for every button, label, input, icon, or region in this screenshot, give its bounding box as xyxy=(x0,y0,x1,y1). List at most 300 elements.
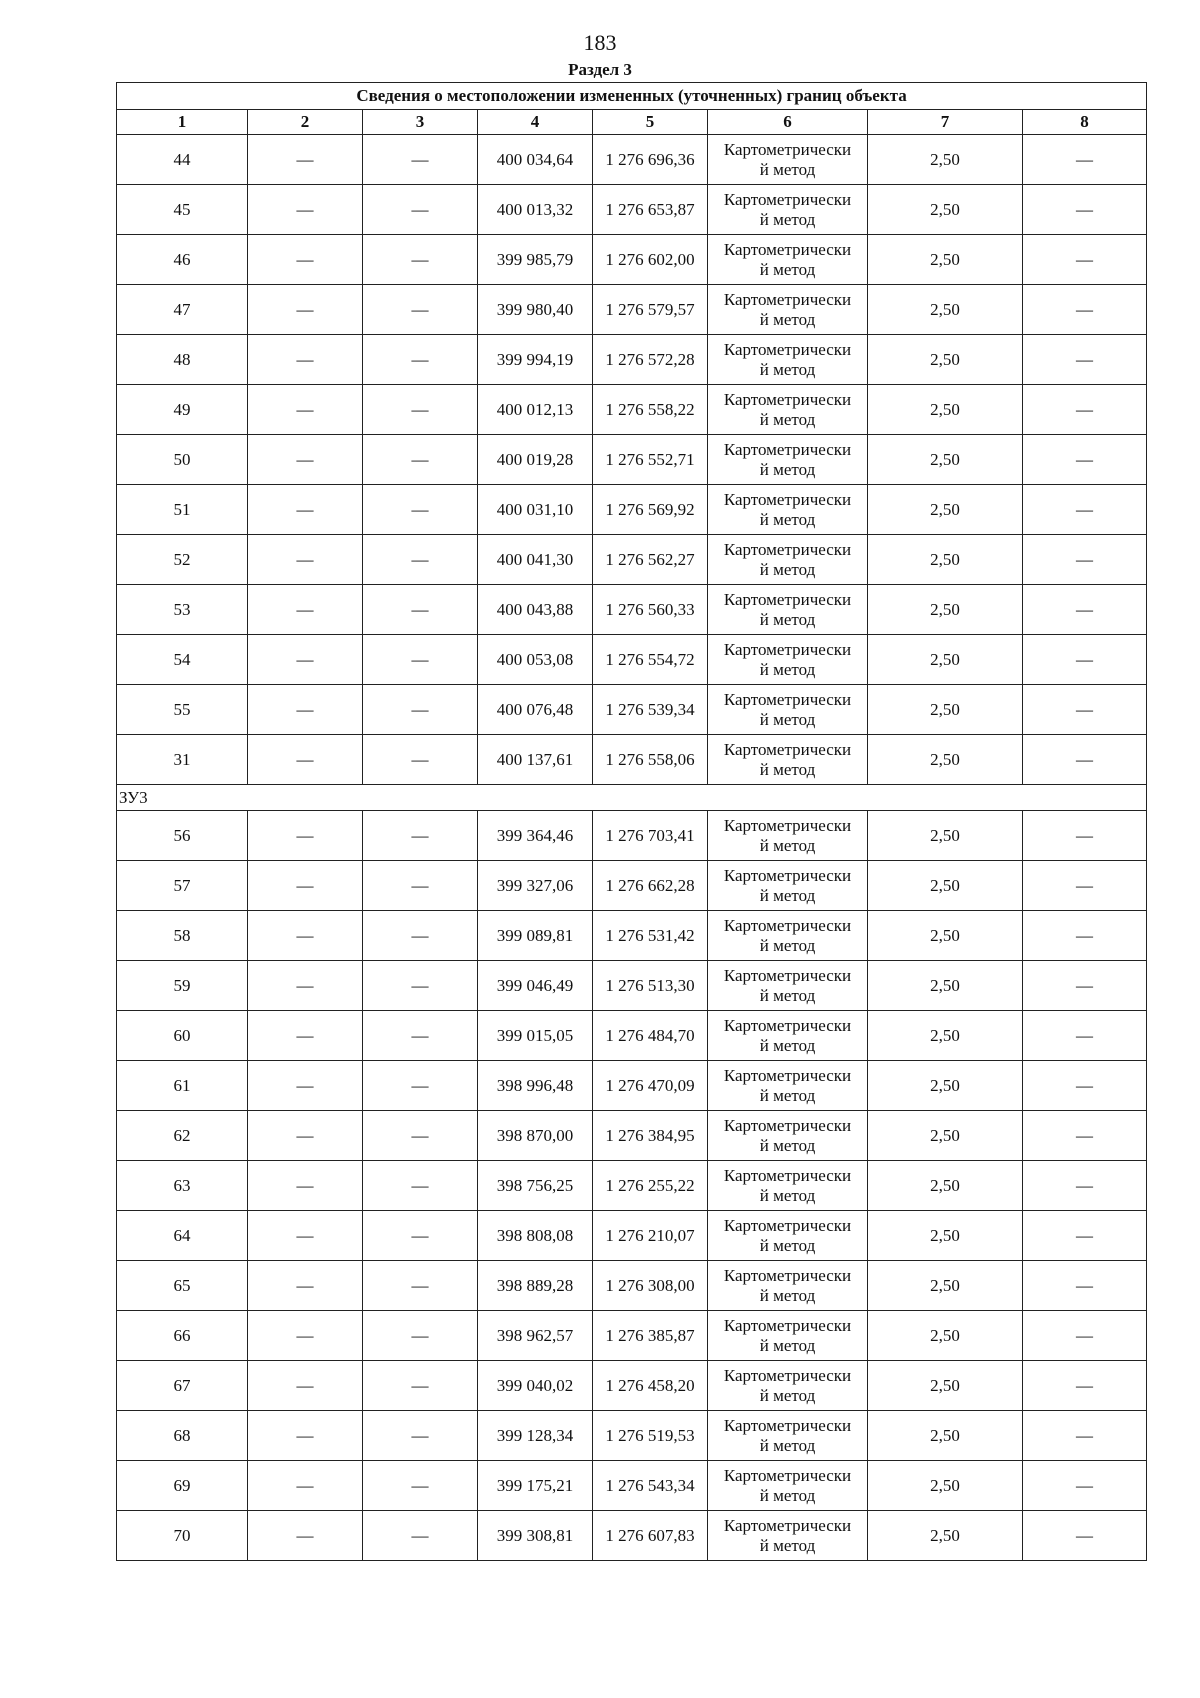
method-line-2: й метод xyxy=(759,1235,816,1255)
x-coordinate-cell: 399 994,19 xyxy=(478,335,593,385)
accuracy-cell: 2,50 xyxy=(868,1311,1023,1361)
method-line-2: й метод xyxy=(759,1335,816,1355)
point-number-cell: 62 xyxy=(117,1111,248,1161)
point-number-cell: 65 xyxy=(117,1261,248,1311)
column-number-8: 8 xyxy=(1023,110,1147,135)
point-number-cell: 49 xyxy=(117,385,248,435)
x-coordinate-cell: 398 962,57 xyxy=(478,1311,593,1361)
empty-dash-cell: — xyxy=(1023,1311,1147,1361)
accuracy-cell: 2,50 xyxy=(868,1511,1023,1561)
y-coordinate-cell: 1 276 558,06 xyxy=(593,735,708,785)
method-cell xyxy=(708,1411,868,1461)
point-number-cell: 58 xyxy=(117,911,248,961)
x-coordinate-cell: 399 128,34 xyxy=(478,1411,593,1461)
method-cell xyxy=(708,735,868,785)
x-coordinate-cell: 400 031,10 xyxy=(478,485,593,535)
column-number-7: 7 xyxy=(868,110,1023,135)
method-line-2: й метод xyxy=(759,159,816,179)
y-coordinate-cell: 1 276 484,70 xyxy=(593,1011,708,1061)
method-line-1: Картометрически xyxy=(723,589,852,609)
point-number-cell: 69 xyxy=(117,1461,248,1511)
method-cell xyxy=(708,435,868,485)
empty-dash-cell: — xyxy=(363,235,478,285)
method-line-1: Картометрически xyxy=(723,1315,852,1335)
method-line-1: Картометрически xyxy=(723,1115,852,1135)
table-row xyxy=(117,811,1147,861)
accuracy-cell: 2,50 xyxy=(868,735,1023,785)
table-row xyxy=(117,961,1147,1011)
method-line-1: Картометрически xyxy=(723,439,852,459)
method-cell xyxy=(708,1361,868,1411)
table-row xyxy=(117,911,1147,961)
x-coordinate-cell: 399 015,05 xyxy=(478,1011,593,1061)
method-line-1: Картометрически xyxy=(723,1365,852,1385)
table-row xyxy=(117,1161,1147,1211)
empty-dash-cell: — xyxy=(363,861,478,911)
x-coordinate-cell: 400 043,88 xyxy=(478,585,593,635)
empty-dash-cell: — xyxy=(248,535,363,585)
point-number-cell: 68 xyxy=(117,1411,248,1461)
empty-dash-cell: — xyxy=(1023,185,1147,235)
accuracy-cell: 2,50 xyxy=(868,385,1023,435)
accuracy-cell: 2,50 xyxy=(868,335,1023,385)
x-coordinate-cell: 400 041,30 xyxy=(478,535,593,585)
empty-dash-cell: — xyxy=(248,1511,363,1561)
method-line-2: й метод xyxy=(759,359,816,379)
method-line-1: Картометрически xyxy=(723,189,852,209)
method-line-1: Картометрически xyxy=(723,1465,852,1485)
point-number-cell: 44 xyxy=(117,135,248,185)
group-label: ЗУ3 xyxy=(117,785,1147,811)
empty-dash-cell: — xyxy=(1023,911,1147,961)
table-row xyxy=(117,585,1147,635)
empty-dash-cell: — xyxy=(248,811,363,861)
method-line-1: Картометрически xyxy=(723,389,852,409)
method-line-1: Картометрически xyxy=(723,1015,852,1035)
method-cell xyxy=(708,385,868,435)
method-line-1: Картометрически xyxy=(723,539,852,559)
empty-dash-cell: — xyxy=(248,235,363,285)
empty-dash-cell: — xyxy=(363,285,478,335)
empty-dash-cell: — xyxy=(1023,1361,1147,1411)
method-cell xyxy=(708,1111,868,1161)
y-coordinate-cell: 1 276 385,87 xyxy=(593,1311,708,1361)
empty-dash-cell: — xyxy=(363,535,478,585)
method-line-2: й метод xyxy=(759,559,816,579)
table-row xyxy=(117,1211,1147,1261)
point-number-cell: 45 xyxy=(117,185,248,235)
method-line-2: й метод xyxy=(759,459,816,479)
accuracy-cell: 2,50 xyxy=(868,435,1023,485)
method-line-1: Картометрически xyxy=(723,1265,852,1285)
empty-dash-cell: — xyxy=(248,1161,363,1211)
empty-dash-cell: — xyxy=(363,1161,478,1211)
empty-dash-cell: — xyxy=(363,335,478,385)
method-cell xyxy=(708,185,868,235)
x-coordinate-cell: 399 089,81 xyxy=(478,911,593,961)
method-line-1: Картометрически xyxy=(723,1215,852,1235)
empty-dash-cell: — xyxy=(1023,335,1147,385)
method-cell xyxy=(708,911,868,961)
accuracy-cell: 2,50 xyxy=(868,585,1023,635)
empty-dash-cell: — xyxy=(248,1061,363,1111)
empty-dash-cell: — xyxy=(1023,585,1147,635)
x-coordinate-cell: 399 308,81 xyxy=(478,1511,593,1561)
y-coordinate-cell: 1 276 696,36 xyxy=(593,135,708,185)
point-number-cell: 54 xyxy=(117,635,248,685)
x-coordinate-cell: 399 980,40 xyxy=(478,285,593,335)
x-coordinate-cell: 399 985,79 xyxy=(478,235,593,285)
method-line-1: Картометрически xyxy=(723,139,852,159)
empty-dash-cell: — xyxy=(363,1311,478,1361)
y-coordinate-cell: 1 276 531,42 xyxy=(593,911,708,961)
table-row xyxy=(117,1311,1147,1361)
x-coordinate-cell: 399 040,02 xyxy=(478,1361,593,1411)
method-line-2: й метод xyxy=(759,935,816,955)
method-cell xyxy=(708,685,868,735)
point-number-cell: 57 xyxy=(117,861,248,911)
boundary-coordinates-table xyxy=(116,82,1147,1561)
method-line-1: Картометрически xyxy=(723,639,852,659)
method-cell xyxy=(708,635,868,685)
y-coordinate-cell: 1 276 458,20 xyxy=(593,1361,708,1411)
empty-dash-cell: — xyxy=(363,911,478,961)
empty-dash-cell: — xyxy=(363,635,478,685)
method-line-2: й метод xyxy=(759,409,816,429)
method-cell xyxy=(708,1161,868,1211)
point-number-cell: 63 xyxy=(117,1161,248,1211)
empty-dash-cell: — xyxy=(363,135,478,185)
method-line-2: й метод xyxy=(759,659,816,679)
x-coordinate-cell: 400 053,08 xyxy=(478,635,593,685)
method-cell xyxy=(708,135,868,185)
method-line-1: Картометрически xyxy=(723,689,852,709)
y-coordinate-cell: 1 276 519,53 xyxy=(593,1411,708,1461)
empty-dash-cell: — xyxy=(1023,385,1147,435)
column-number-row xyxy=(117,110,1147,135)
method-line-2: й метод xyxy=(759,509,816,529)
method-line-2: й метод xyxy=(759,1535,816,1555)
empty-dash-cell: — xyxy=(248,585,363,635)
method-line-1: Картометрически xyxy=(723,239,852,259)
accuracy-cell: 2,50 xyxy=(868,1361,1023,1411)
empty-dash-cell: — xyxy=(363,811,478,861)
x-coordinate-cell: 400 137,61 xyxy=(478,735,593,785)
empty-dash-cell: — xyxy=(1023,1211,1147,1261)
method-line-2: й метод xyxy=(759,1035,816,1055)
table-row xyxy=(117,535,1147,585)
empty-dash-cell: — xyxy=(363,735,478,785)
empty-dash-cell: — xyxy=(1023,235,1147,285)
accuracy-cell: 2,50 xyxy=(868,485,1023,535)
point-number-cell: 64 xyxy=(117,1211,248,1261)
y-coordinate-cell: 1 276 558,22 xyxy=(593,385,708,435)
empty-dash-cell: — xyxy=(248,1411,363,1461)
empty-dash-cell: — xyxy=(248,1011,363,1061)
empty-dash-cell: — xyxy=(248,735,363,785)
column-number-3: 3 xyxy=(363,110,478,135)
method-line-2: й метод xyxy=(759,1085,816,1105)
empty-dash-cell: — xyxy=(1023,735,1147,785)
method-line-1: Картометрически xyxy=(723,1415,852,1435)
method-line-2: й метод xyxy=(759,609,816,629)
method-cell xyxy=(708,961,868,1011)
accuracy-cell: 2,50 xyxy=(868,685,1023,735)
method-cell xyxy=(708,1311,868,1361)
empty-dash-cell: — xyxy=(248,635,363,685)
method-line-2: й метод xyxy=(759,985,816,1005)
empty-dash-cell: — xyxy=(248,911,363,961)
method-cell xyxy=(708,485,868,535)
accuracy-cell: 2,50 xyxy=(868,235,1023,285)
empty-dash-cell: — xyxy=(1023,135,1147,185)
point-number-cell: 46 xyxy=(117,235,248,285)
accuracy-cell: 2,50 xyxy=(868,1261,1023,1311)
method-line-1: Картометрически xyxy=(723,915,852,935)
method-cell xyxy=(708,1011,868,1061)
table-row xyxy=(117,1261,1147,1311)
y-coordinate-cell: 1 276 513,30 xyxy=(593,961,708,1011)
table-row xyxy=(117,385,1147,435)
empty-dash-cell: — xyxy=(363,1361,478,1411)
accuracy-cell: 2,50 xyxy=(868,961,1023,1011)
method-line-1: Картометрически xyxy=(723,1515,852,1535)
method-line-2: й метод xyxy=(759,1385,816,1405)
accuracy-cell: 2,50 xyxy=(868,1411,1023,1461)
empty-dash-cell: — xyxy=(1023,861,1147,911)
empty-dash-cell: — xyxy=(248,685,363,735)
x-coordinate-cell: 398 996,48 xyxy=(478,1061,593,1111)
y-coordinate-cell: 1 276 470,09 xyxy=(593,1061,708,1111)
page-number: 183 xyxy=(583,30,617,55)
point-number-cell: 59 xyxy=(117,961,248,1011)
method-line-2: й метод xyxy=(759,709,816,729)
y-coordinate-cell: 1 276 543,34 xyxy=(593,1461,708,1511)
empty-dash-cell: — xyxy=(1023,485,1147,535)
empty-dash-cell: — xyxy=(248,1211,363,1261)
method-cell xyxy=(708,285,868,335)
empty-dash-cell: — xyxy=(1023,635,1147,685)
method-line-1: Картометрически xyxy=(723,739,852,759)
empty-dash-cell: — xyxy=(1023,961,1147,1011)
x-coordinate-cell: 398 808,08 xyxy=(478,1211,593,1261)
empty-dash-cell: — xyxy=(1023,1061,1147,1111)
column-number-4: 4 xyxy=(478,110,593,135)
y-coordinate-cell: 1 276 384,95 xyxy=(593,1111,708,1161)
accuracy-cell: 2,50 xyxy=(868,135,1023,185)
point-number-cell: 31 xyxy=(117,735,248,785)
empty-dash-cell: — xyxy=(363,435,478,485)
table-row xyxy=(117,1361,1147,1411)
empty-dash-cell: — xyxy=(248,185,363,235)
empty-dash-cell: — xyxy=(1023,1011,1147,1061)
point-number-cell: 70 xyxy=(117,1511,248,1561)
section-title: Раздел 3 xyxy=(568,60,632,79)
point-number-cell: 66 xyxy=(117,1311,248,1361)
empty-dash-cell: — xyxy=(1023,685,1147,735)
table-row xyxy=(117,135,1147,185)
empty-dash-cell: — xyxy=(248,135,363,185)
empty-dash-cell: — xyxy=(363,1061,478,1111)
accuracy-cell: 2,50 xyxy=(868,911,1023,961)
method-cell xyxy=(708,335,868,385)
y-coordinate-cell: 1 276 308,00 xyxy=(593,1261,708,1311)
empty-dash-cell: — xyxy=(1023,1511,1147,1561)
method-line-2: й метод xyxy=(759,1435,816,1455)
method-line-2: й метод xyxy=(759,309,816,329)
accuracy-cell: 2,50 xyxy=(868,1161,1023,1211)
y-coordinate-cell: 1 276 572,28 xyxy=(593,335,708,385)
table-row xyxy=(117,1511,1147,1561)
empty-dash-cell: — xyxy=(363,1461,478,1511)
method-line-2: й метод xyxy=(759,209,816,229)
column-number-2: 2 xyxy=(248,110,363,135)
x-coordinate-cell: 400 012,13 xyxy=(478,385,593,435)
empty-dash-cell: — xyxy=(1023,811,1147,861)
method-cell xyxy=(708,1461,868,1511)
y-coordinate-cell: 1 276 539,34 xyxy=(593,685,708,735)
accuracy-cell: 2,50 xyxy=(868,811,1023,861)
empty-dash-cell: — xyxy=(248,1261,363,1311)
accuracy-cell: 2,50 xyxy=(868,1461,1023,1511)
x-coordinate-cell: 398 870,00 xyxy=(478,1111,593,1161)
y-coordinate-cell: 1 276 602,00 xyxy=(593,235,708,285)
table-row xyxy=(117,485,1147,535)
accuracy-cell: 2,50 xyxy=(868,1211,1023,1261)
table-row xyxy=(117,435,1147,485)
table-row xyxy=(117,1111,1147,1161)
table-row xyxy=(117,1061,1147,1111)
empty-dash-cell: — xyxy=(363,1511,478,1561)
y-coordinate-cell: 1 276 579,57 xyxy=(593,285,708,335)
empty-dash-cell: — xyxy=(1023,1261,1147,1311)
y-coordinate-cell: 1 276 653,87 xyxy=(593,185,708,235)
y-coordinate-cell: 1 276 554,72 xyxy=(593,635,708,685)
y-coordinate-cell: 1 276 210,07 xyxy=(593,1211,708,1261)
table-row xyxy=(117,735,1147,785)
empty-dash-cell: — xyxy=(1023,1411,1147,1461)
x-coordinate-cell: 398 756,25 xyxy=(478,1161,593,1211)
method-cell xyxy=(708,1211,868,1261)
table-body xyxy=(117,135,1147,1561)
empty-dash-cell: — xyxy=(363,1411,478,1461)
y-coordinate-cell: 1 276 562,27 xyxy=(593,535,708,585)
empty-dash-cell: — xyxy=(248,861,363,911)
empty-dash-cell: — xyxy=(363,585,478,635)
empty-dash-cell: — xyxy=(1023,1111,1147,1161)
method-line-2: й метод xyxy=(759,885,816,905)
x-coordinate-cell: 400 013,32 xyxy=(478,185,593,235)
point-number-cell: 47 xyxy=(117,285,248,335)
table-row xyxy=(117,1411,1147,1461)
table-row xyxy=(117,1011,1147,1061)
empty-dash-cell: — xyxy=(363,961,478,1011)
empty-dash-cell: — xyxy=(248,1111,363,1161)
point-number-cell: 48 xyxy=(117,335,248,385)
empty-dash-cell: — xyxy=(248,1311,363,1361)
accuracy-cell: 2,50 xyxy=(868,1061,1023,1111)
table-row xyxy=(117,285,1147,335)
table-row xyxy=(117,335,1147,385)
empty-dash-cell: — xyxy=(1023,1161,1147,1211)
empty-dash-cell: — xyxy=(363,1211,478,1261)
method-cell xyxy=(708,1261,868,1311)
table-row xyxy=(117,635,1147,685)
method-line-1: Картометрически xyxy=(723,815,852,835)
accuracy-cell: 2,50 xyxy=(868,1111,1023,1161)
method-line-2: й метод xyxy=(759,835,816,855)
table-title: Сведения о местоположении измененных (уточненных) границ объекта xyxy=(117,83,1147,110)
accuracy-cell: 2,50 xyxy=(868,635,1023,685)
method-line-1: Картометрически xyxy=(723,489,852,509)
empty-dash-cell: — xyxy=(363,385,478,435)
empty-dash-cell: — xyxy=(248,385,363,435)
x-coordinate-cell: 400 019,28 xyxy=(478,435,593,485)
x-coordinate-cell: 399 327,06 xyxy=(478,861,593,911)
method-line-1: Картометрически xyxy=(723,289,852,309)
table-row xyxy=(117,185,1147,235)
method-line-2: й метод xyxy=(759,1285,816,1305)
method-cell xyxy=(708,1511,868,1561)
empty-dash-cell: — xyxy=(248,285,363,335)
table-row xyxy=(117,235,1147,285)
y-coordinate-cell: 1 276 703,41 xyxy=(593,811,708,861)
column-number-6: 6 xyxy=(708,110,868,135)
empty-dash-cell: — xyxy=(1023,435,1147,485)
accuracy-cell: 2,50 xyxy=(868,861,1023,911)
point-number-cell: 60 xyxy=(117,1011,248,1061)
empty-dash-cell: — xyxy=(248,335,363,385)
accuracy-cell: 2,50 xyxy=(868,535,1023,585)
accuracy-cell: 2,50 xyxy=(868,285,1023,335)
accuracy-cell: 2,50 xyxy=(868,1011,1023,1061)
empty-dash-cell: — xyxy=(248,485,363,535)
table-row xyxy=(117,1461,1147,1511)
method-line-2: й метод xyxy=(759,1135,816,1155)
empty-dash-cell: — xyxy=(363,1011,478,1061)
method-line-2: й метод xyxy=(759,259,816,279)
y-coordinate-cell: 1 276 255,22 xyxy=(593,1161,708,1211)
method-cell xyxy=(708,861,868,911)
x-coordinate-cell: 399 175,21 xyxy=(478,1461,593,1511)
y-coordinate-cell: 1 276 552,71 xyxy=(593,435,708,485)
method-cell xyxy=(708,811,868,861)
y-coordinate-cell: 1 276 560,33 xyxy=(593,585,708,635)
y-coordinate-cell: 1 276 662,28 xyxy=(593,861,708,911)
x-coordinate-cell: 400 076,48 xyxy=(478,685,593,735)
empty-dash-cell: — xyxy=(363,685,478,735)
method-line-1: Картометрически xyxy=(723,339,852,359)
x-coordinate-cell: 399 364,46 xyxy=(478,811,593,861)
table-row xyxy=(117,685,1147,735)
x-coordinate-cell: 400 034,64 xyxy=(478,135,593,185)
empty-dash-cell: — xyxy=(363,1261,478,1311)
empty-dash-cell: — xyxy=(248,961,363,1011)
x-coordinate-cell: 398 889,28 xyxy=(478,1261,593,1311)
method-line-1: Картометрически xyxy=(723,865,852,885)
point-number-cell: 55 xyxy=(117,685,248,735)
method-line-1: Картометрически xyxy=(723,965,852,985)
empty-dash-cell: — xyxy=(248,1461,363,1511)
y-coordinate-cell: 1 276 569,92 xyxy=(593,485,708,535)
group-row xyxy=(117,785,1147,811)
method-line-2: й метод xyxy=(759,759,816,779)
point-number-cell: 56 xyxy=(117,811,248,861)
point-number-cell: 61 xyxy=(117,1061,248,1111)
point-number-cell: 52 xyxy=(117,535,248,585)
method-cell xyxy=(708,235,868,285)
empty-dash-cell: — xyxy=(1023,535,1147,585)
